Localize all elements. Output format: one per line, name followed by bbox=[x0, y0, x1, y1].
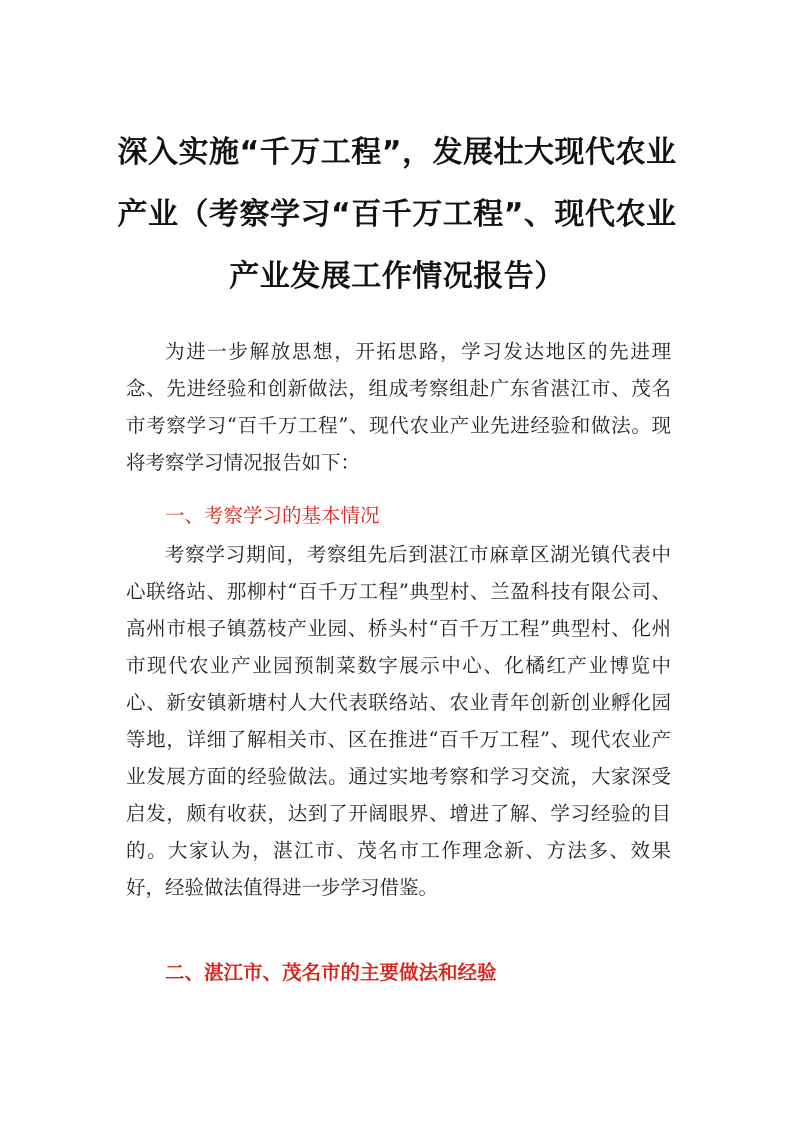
section-heading-2: 二、湛江市、茂名市的主要做法和经验 bbox=[165, 961, 497, 984]
section-1-paragraph: 考察学习期间，考察组先后到湛江市麻章区湖光镇代表中心联络站、那柳村“百千万工程”典型村、兰盈科技有限公司、高州市根子镇荔枝产业园、桥头村“百千万工程”典型村、化州市现代农业产业园预制菜数字展示中心、化橘红产业博览中心、新安镇新塘村人大代表联络站、农业青年创新创业孵化园等地，详细了解相关市、区在推进“百千万工程”、现代农业产业发展方面的经验做法。通过实地考察和学习交流，大家深受启发，颇有收获，达到了开阔眼界、增进了解、学习经验的目的。大家认为，湛江市、茂名市工作理念新、方法多、效果好，经验做法值得进一步学习借鉴。 bbox=[126, 543, 671, 899]
title-line-3: 产业发展工作情况报告） bbox=[229, 259, 565, 294]
document-title bbox=[112, 122, 682, 308]
title-line-2: 产业（考察学习“百千万工程”、现代农业 bbox=[117, 197, 677, 232]
title-line-1: 深入实施“千万工程”，发展壮大现代农业 bbox=[117, 135, 677, 170]
section-heading-1: 一、考察学习的基本情况 bbox=[165, 504, 380, 527]
intro-paragraph: 为进一步解放思想，开拓思路，学习发达地区的先进理念、先进经验和创新做法，组成考察组赴广东省湛江市、茂名市考察学习“百千万工程”、现代农业产业先进经验和做法。现将考察学习情况报告如下： bbox=[126, 340, 671, 474]
